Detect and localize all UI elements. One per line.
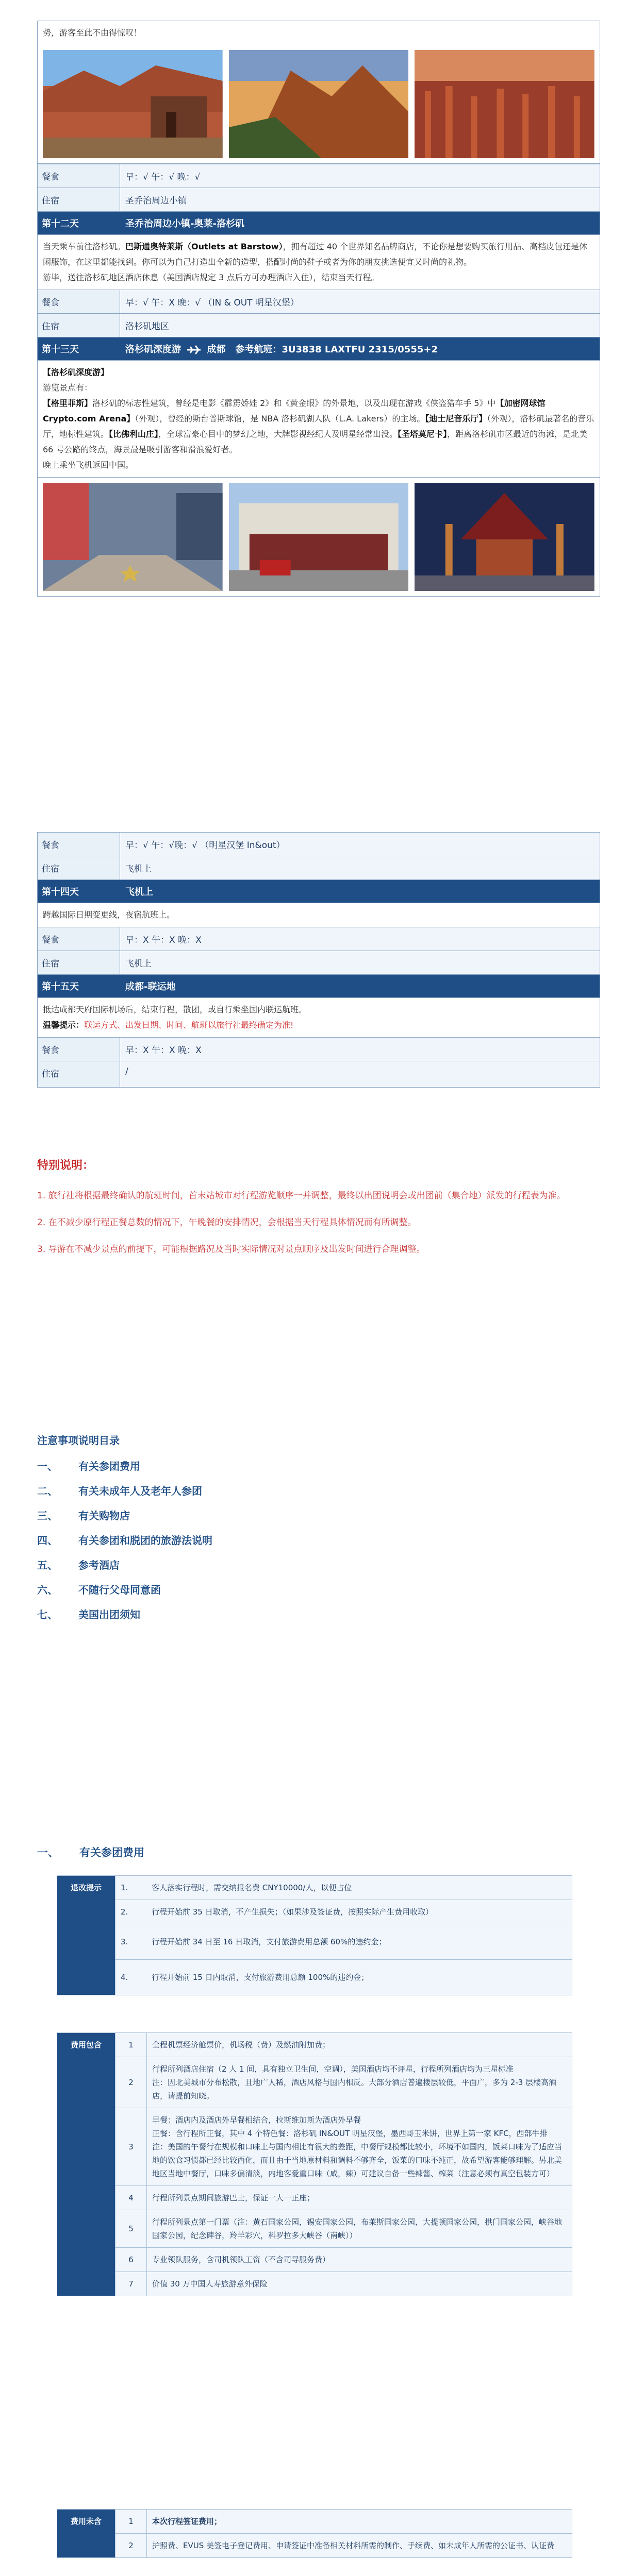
- day-number: 第十五天: [42, 981, 79, 992]
- dolby-theatre-photo: [229, 483, 409, 591]
- day-route: 成都-联运地: [125, 981, 176, 992]
- stay-value: 飞机上: [120, 951, 600, 974]
- toc-item[interactable]: 一、 有关参团费用: [37, 1460, 140, 1472]
- day11-tail: [37, 21, 599, 597]
- meal-label: 餐食: [38, 833, 120, 856]
- meal-row: [38, 164, 600, 188]
- toc-item[interactable]: 六、 不随行父母同意函: [37, 1584, 161, 1596]
- special-note: 3. 导游在不减少景点的前提下，可能根据路况及当时实际情况对景点顺序及出发时间进行合理调整。: [37, 1244, 425, 1255]
- walk-of-fame-photo: [43, 483, 223, 591]
- fee-exclude-table: 费用未含 1 本次行程签证费用； 2 护照费、EVUS 美签电子登记费用、申请签证中准备相关材料所需的制作、手续费、如未成年人所需的公证书、认证费: [57, 2509, 572, 2558]
- special-title: 特别说明：: [37, 1159, 94, 1172]
- stay-label: 住宿: [38, 951, 120, 974]
- refund-table: 退改提示 1. 客人落实行程时，需交纳报名费 CNY10000/人，以便占位 2. 行程开始前 35 日取消，不产生损失；（如果涉及签证费，按照实际产生费用收取） 3. 行程开始前 34 日至 16 日取消，支付旅游费用总额 60%的违约金； 4. 行程开始前 15 日内取消，支付旅游费用总额 100%的违约金；: [57, 1875, 572, 1995]
- day12-desc: 当天乘车前往洛杉矶。巴斯通奥特莱斯（Outlets at Barstow），拥有超过 40 个世界知名品牌商店，不论你是想要购买旅行用品、高档皮包还是休闲服饰，在这里都能找到。你可以为自己打造出全新的造型，搭配时尚的鞋子或者为你的朋友挑选便宜又时尚的礼物。 游毕，送往洛杉矶地区酒店休息（美国酒店规定 3 点后方可办理酒店入住），结束当天行程。: [38, 235, 600, 290]
- stay-row: [38, 951, 600, 975]
- stay-value: 圣乔治周边小镇: [120, 188, 600, 211]
- photo-row-2: [38, 478, 600, 596]
- day13-header: [38, 337, 600, 361]
- stay-value: /: [120, 1061, 600, 1087]
- day15-desc: 抵达成都天府国际机场后，结束行程，散团，或自行乘坐国内联运航班。 温馨提示：联运方式、出发日期、时间、航班以旅行社最终确定为准!: [38, 998, 600, 1038]
- meal-label: 餐食: [38, 1038, 120, 1061]
- stay-label: 住宿: [38, 856, 120, 879]
- meal-label: 餐食: [38, 164, 120, 188]
- day12-header: [38, 212, 600, 235]
- exclude-label: 费用未含: [57, 2510, 115, 2558]
- stay-row: [38, 188, 600, 212]
- day-number: 第十二天: [42, 218, 79, 229]
- stay-row: [38, 856, 600, 880]
- refund-label: 退改提示: [57, 1876, 115, 1995]
- meal-value: 早：√ 午：√晚：√ （明星汉堡 In&out）: [120, 833, 600, 856]
- meal-row: [38, 290, 600, 314]
- meal-row: [38, 833, 600, 856]
- day-number: 第十三天: [42, 344, 79, 355]
- stay-row: [38, 1061, 600, 1087]
- special-notes: [37, 1188, 584, 1258]
- stay-value: 飞机上: [120, 856, 600, 879]
- day14-desc: 跨越国际日期变更线，夜宿航班上。: [38, 903, 600, 927]
- toc-item[interactable]: 二、 有关未成年人及老年人参团: [37, 1485, 202, 1497]
- stay-row: [38, 314, 600, 337]
- toc-list: [37, 1458, 212, 1631]
- meal-label: 餐食: [38, 927, 120, 951]
- toc-item[interactable]: 五、 参考酒店: [37, 1559, 120, 1571]
- day-route: 飞机上: [125, 887, 153, 897]
- special-note: 1. 旅行社将根据最终确认的航班时间，首末站城市对行程游览顺序一并调整，最终以出团说明会或出团前（集合地）派发的行程表为准。: [37, 1191, 566, 1201]
- stay-label: 住宿: [38, 314, 120, 337]
- toc-item[interactable]: 七、 美国出团须知: [37, 1608, 140, 1621]
- intro-text: 势，游客至此不由得惊叹！: [43, 28, 142, 38]
- stay-label: 住宿: [38, 1061, 120, 1087]
- day14-header: [38, 880, 600, 903]
- special-note: 2. 在不减少原行程正餐总数的情况下，午晚餐的安排情况，会根据当天行程具体情况而有所调整。: [37, 1217, 417, 1228]
- airplane-icon: [186, 345, 202, 355]
- bryce-canyon-photo: [415, 50, 594, 158]
- fees-heading: 一、 有关参团费用: [37, 1846, 144, 1859]
- meal-value: 早：X 午：X 晚：X: [120, 927, 600, 951]
- zion-canyon-sunset-photo: [229, 50, 409, 158]
- photo-row-1: [38, 45, 600, 164]
- fee-include-table: 费用包含 1 全程机票经济舱票价，机场税（费）及燃油附加费； 2 行程所列酒店住宿（2 人 1 间，具有独立卫生间，空调），美国酒店均不评星，行程所列酒店均为三星标准 注：因北美城市分布松散，且地广人稀，酒店风格与国内相反。大部分酒店普遍楼层较低，平面广，多为 2-3 层楼高酒店，请提前知晓。 3 早餐：酒店内及酒店外早餐相结合，拉斯维加斯为酒店外早餐 正餐：含行程所正餐，其中 4 个特色餐：洛杉矶 IN&OUT 明星汉堡，墨西哥玉米饼，世界上第一家 KFC，西部牛排 注：美国的午餐行在规模和口味上与国内相比有很大的差距，中餐厅规模都比较小，环境不如国内，饭菜口味为了适应当地的饮食习惯都已经比较西化，而且由于当地原材料和调料不够齐全，饭菜的口味不纯正，故希望游客能够理解。另北美地区当地中餐厅，口味多偏清淡，内地客爱重口味（咸，辣）可建议自备一些辣酱、榨菜（注意必须有真空包装方可） 4 行程所列景点期间旅游巴士，保证一人一正座； 5 行程所列景点第一门票（注：黄石国家公园，锡安国家公园，布莱斯国家公园，大提顿国家公园，拱门国家公园，峡谷地国家公园，纪念碑谷，羚羊彩穴，科罗拉多大峡谷（南峡）） 6 专业领队服务，含司机领队工资（不含司导服务费） 7 价值 30 万中国人寿旅游意外保险: [57, 2032, 572, 2296]
- stay-label: 住宿: [38, 188, 120, 211]
- day13-desc: 【洛杉矶深度游】 游览景点有： 【格里菲斯】洛杉矶的标志性建筑，曾经是电影《霹雳娇娃 2》和《黄金眼》的外景地，以及出现在游戏《侠盗猎车手 5》中【加密网球馆 Crypto.com Arena】（外观），曾经的斯台普斯球馆，是 NBA 洛杉矶湖人队（L.A. Lakers）的主场。【迪士尼音乐厅】（外观），洛杉矶最著名的音乐厅，地标性建筑。【比佛利山庄】，全球富豪心目中的梦幻之地，大牌影视经纪人及明星经常出没。【圣塔莫尼卡】，距离洛杉矶市区最近的海滩，是北美 66 号公路的终点，海景最是吸引游客和滑浪爱好者。 晚上乘坐飞机返回中国。: [38, 361, 600, 478]
- day14-15-block: [37, 832, 599, 1088]
- meal-value: 早：√ 午：X 晚：√ （IN & OUT 明星汉堡）: [120, 290, 600, 313]
- meal-row: [38, 1038, 600, 1061]
- day-route: 圣乔治周边小镇-奥莱-洛杉矶: [125, 218, 244, 229]
- meal-value: 早：X 午：X 晚：X: [120, 1038, 600, 1061]
- toc-title: 注意事项说明目录: [37, 1434, 120, 1447]
- toc-item[interactable]: 四、 有关参团和脱团的旅游法说明: [37, 1534, 212, 1547]
- meal-value: 早：√ 午：√ 晚：√: [120, 164, 600, 188]
- include-label: 费用包含: [57, 2033, 115, 2296]
- stay-value: 洛杉矶地区: [120, 314, 600, 337]
- day-number: 第十四天: [42, 887, 79, 897]
- red-rock-building-photo: [43, 50, 223, 158]
- day-route: 洛杉矶深度游 成都 参考航班：3U3838 LAXTFU 2315/0555+2: [125, 344, 438, 355]
- meal-row: [38, 927, 600, 951]
- chinese-theatre-photo: [415, 483, 594, 591]
- meal-label: 餐食: [38, 290, 120, 313]
- toc-item[interactable]: 三、 有关购物店: [37, 1510, 130, 1522]
- day15-header: [38, 975, 600, 998]
